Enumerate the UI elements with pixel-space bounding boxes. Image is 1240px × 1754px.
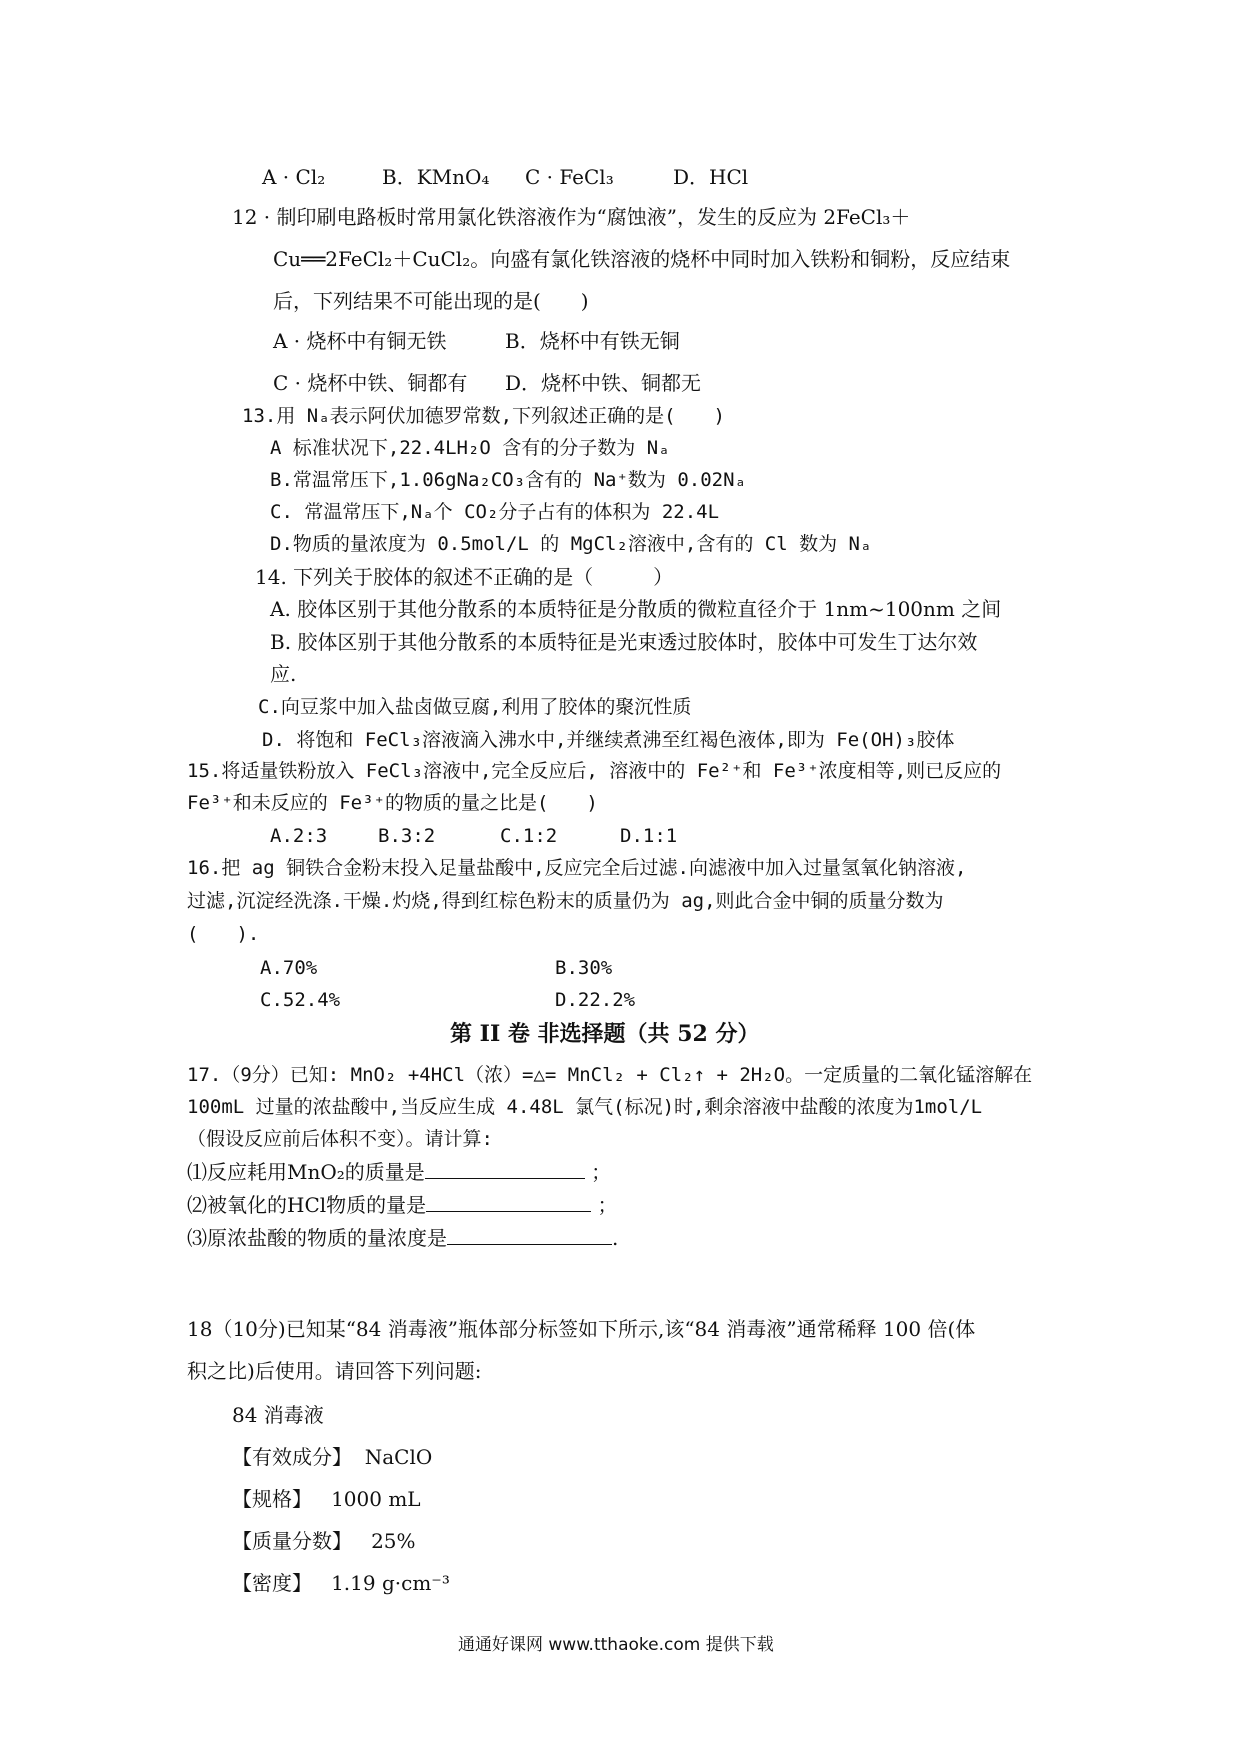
q14-stem: 14. 下列关于胶体的叙述不正确的是（ ） [255,565,674,589]
label-value-mass-fraction: 25% [371,1529,416,1553]
q16-stem-line1: 16.把 ag 铜铁合金粉末投入足量盐酸中,反应完全后过滤.向滤液中加入过量氢氧化钠溶液, [187,857,967,879]
q12-stem-line2: Cu══2FeCl₂＋CuCl₂。向盛有氯化铁溶液的烧杯中同时加入铁粉和铜粉，反应结束 [273,247,1011,271]
q17-subquestion-3 [187,1224,618,1251]
q17-answer-blank-3[interactable] [447,1224,612,1245]
q18-stem-line2: 积之比)后使用。请回答下列问题: [187,1359,482,1383]
label-row-active-ingredient [232,1444,432,1470]
q11-option-c: C · FeCl₃ [525,165,614,189]
q11-option-d: D．HCl [673,165,749,189]
q14-option-d: D. 将饱和 FeCl₃溶液滴入沸水中,并继续煮沸至红褐色液体,即为 Fe(OH)₃胶体 [262,729,955,751]
q11-option-a: A · Cl₂ [262,165,326,189]
q17-subquestion-3-text: ⑶原浓盐酸的物质的量浓度是 [187,1226,447,1250]
q15-option-c: C.1:2 [500,825,558,847]
q16-option-d: D.22.2% [555,989,636,1011]
q17-answer-blank-2[interactable] [426,1191,591,1212]
q13-stem: 13.用 Nₐ表示阿伏加德罗常数,下列叙述正确的是( ) [242,405,725,427]
q17-subquestion-2-end: ； [597,1193,618,1217]
q14-option-b-line2: 应. [270,662,297,686]
q12-option-b: B．烧杯中有铁无铜 [505,329,680,353]
q15-option-b: B.3:2 [378,825,436,847]
q13-option-a: A 标准状况下,22.4LH₂O 含有的分子数为 Nₐ [270,437,670,459]
q14-option-b-line1: B. 胶体区别于其他分散系的本质特征是光束透过胶体时，胶体中可发生丁达尔效 [270,630,978,654]
q15-option-a: A.2:3 [270,825,328,847]
q17-stem-line3: （假设反应前后体积不变）。请计算: [187,1128,493,1150]
q17-subquestion-3-end: . [612,1226,619,1250]
label-value-specification: 1000 mL [331,1487,421,1511]
q13-option-c: C. 常温常压下,Nₐ个 CO₂分子占有的体积为 22.4L [270,501,720,523]
label-title: 84 消毒液 [232,1403,324,1427]
q16-option-c: C.52.4% [260,989,341,1011]
q17-stem-line2: 100mL 过量的浓盐酸中,当反应生成 4.48L 氯气(标况)时,剩余溶液中盐酸的浓度为1mol/L [187,1096,983,1118]
q17-subquestion-1-end: ； [591,1160,612,1184]
label-row-mass-fraction [232,1528,416,1554]
q17-stem-line1: 17.（9分）已知: MnO₂ +4HCl（浓）=△= MnCl₂ + Cl₂↑ + 2H₂O。一定质量的二氧化锰溶解在 [187,1064,1033,1086]
label-key-density: 【密度】 [232,1571,312,1595]
q16-option-b: B.30% [555,957,613,979]
q18-stem-line1: 18（10分)已知某“84 消毒液”瓶体部分标签如下所示,该“84 消毒液”通常稀释 100 倍(体 [187,1317,976,1341]
q13-option-d: D.物质的量浓度为 0.5mol/L 的 MgCl₂溶液中,含有的 Cl 数为 Nₐ [270,533,872,555]
q12-option-a: A · 烧杯中有铜无铁 [273,329,447,353]
q12-option-c: C · 烧杯中铁、铜都有 [273,371,468,395]
q15-option-d: D.1:1 [620,825,678,847]
q17-subquestion-1-text: ⑴反应耗用MnO₂的质量是 [187,1160,425,1184]
q14-option-c: C.向豆浆中加入盐卤做豆腐,利用了胶体的聚沉性质 [258,696,692,718]
label-key-mass-fraction: 【质量分数】 [232,1529,352,1553]
q12-stem-line1: 12 · 制印刷电路板时常用氯化铁溶液作为“腐蚀液”，发生的反应为 2FeCl₃＋ [232,205,911,229]
q17-subquestion-1 [187,1158,611,1185]
q16-stem-line2: 过滤,沉淀经洗涤.干燥.灼烧,得到红棕色粉末的质量仍为 ag,则此合金中铜的质量分数为 [187,890,944,912]
label-row-specification [232,1486,421,1512]
q16-stem-line3: ( ). [187,923,260,945]
q12-option-d: D．烧杯中铁、铜都无 [505,371,702,395]
q17-answer-blank-1[interactable] [425,1158,585,1179]
q17-subquestion-2 [187,1191,618,1218]
q17-subquestion-2-text: ⑵被氧化的HCl物质的量是 [187,1193,427,1217]
label-row-density [232,1570,450,1596]
section-title: 第 II 卷 非选择题（共 52 分） [450,1021,760,1047]
q16-option-a: A.70% [260,957,318,979]
q11-option-b: B．KMnO₄ [382,165,490,189]
q12-stem-line3: 后，下列结果不可能出现的是( ) [273,289,589,313]
page-footer: 通通好课网 www.tthaoke.com 提供下载 [458,1635,774,1655]
label-key-specification: 【规格】 [232,1487,312,1511]
label-value-active-ingredient: NaClO [364,1445,433,1469]
label-value-density: 1.19 g·cm⁻³ [331,1571,450,1595]
q13-option-b: B.常温常压下,1.06gNa₂CO₃含有的 Na⁺数为 0.02Nₐ [270,469,746,491]
q15-stem-line1: 15.将适量铁粉放入 FeCl₃溶液中,完全反应后, 溶液中的 Fe²⁺和 Fe³⁺浓度相等,则已反应的 [187,760,1002,782]
label-key-active-ingredient: 【有效成分】 [232,1445,352,1469]
q15-stem-line2: Fe³⁺和未反应的 Fe³⁺的物质的量之比是( ) [187,792,598,814]
q14-option-a: A. 胶体区别于其他分散系的本质特征是分散质的微粒直径介于 1nm~100nm 之间 [270,597,1002,621]
